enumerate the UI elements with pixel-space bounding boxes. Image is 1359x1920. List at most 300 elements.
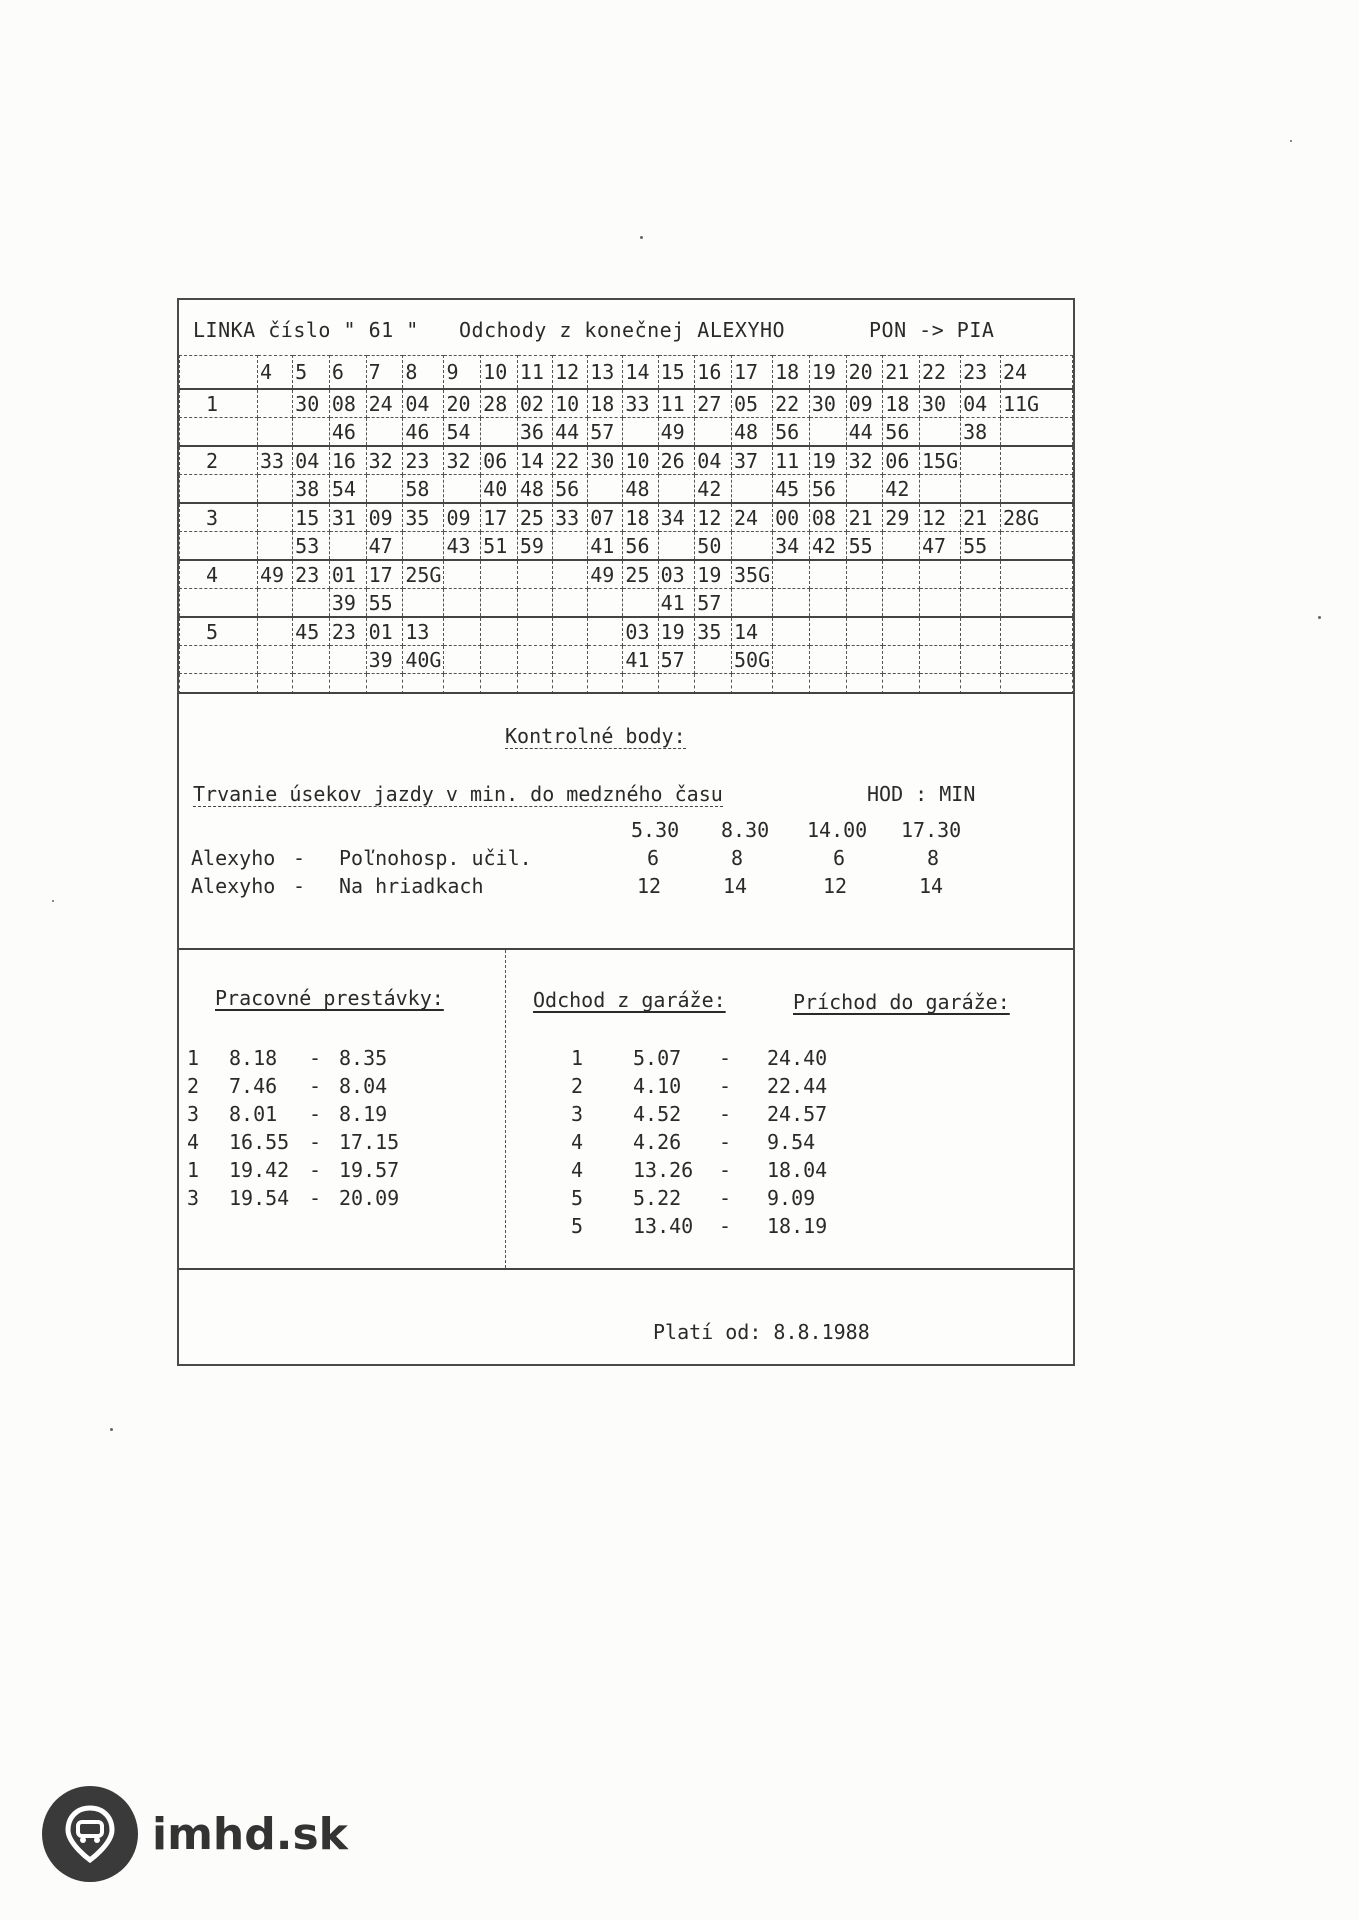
minute-cell: 33 xyxy=(553,503,588,532)
empty-cell xyxy=(658,674,695,695)
minute-cell: 25G xyxy=(403,560,444,589)
hour-cell: 21 xyxy=(883,356,920,390)
minutes-row xyxy=(180,617,1073,646)
break-to: 17.15 xyxy=(339,1130,400,1154)
minute-cell xyxy=(553,617,588,646)
minute-cell: 10 xyxy=(623,446,658,475)
minute-cell: 40G xyxy=(403,646,444,674)
minute-cell xyxy=(920,418,961,447)
minute-cell xyxy=(258,589,293,618)
route-from: Alexyho xyxy=(191,846,276,870)
minutes-row xyxy=(180,646,1073,674)
minute-cell: 42 xyxy=(809,532,846,561)
break-from: 7.46 xyxy=(229,1074,278,1098)
garage-dash: - xyxy=(719,1214,732,1238)
minute-cell: 23 xyxy=(403,446,444,475)
break-dash: - xyxy=(309,1130,322,1154)
minute-cell: 18 xyxy=(588,389,623,418)
minute-cell xyxy=(481,560,518,589)
minute-cell xyxy=(883,560,920,589)
minute-cell: 23 xyxy=(293,560,330,589)
garage-depart: 13.40 xyxy=(633,1214,694,1238)
minute-cell: 49 xyxy=(658,418,695,447)
minute-cell xyxy=(588,589,623,618)
minute-cell xyxy=(961,446,1001,475)
minute-cell xyxy=(809,646,846,674)
minute-cell: 22 xyxy=(773,389,810,418)
minute-cell xyxy=(658,532,695,561)
vehicle-number xyxy=(180,589,258,618)
minute-cell xyxy=(846,589,883,618)
vehicle-number: 2 xyxy=(180,446,258,475)
minute-cell xyxy=(329,532,366,561)
control-time: 5.30 xyxy=(631,818,680,842)
minute-cell: 50G xyxy=(732,646,773,674)
minute-cell: 04 xyxy=(695,446,732,475)
hour-cell: 7 xyxy=(366,356,403,390)
minute-cell xyxy=(1000,589,1072,618)
minute-cell: 27 xyxy=(695,389,732,418)
minute-cell: 37 xyxy=(732,446,773,475)
minute-cell: 28 xyxy=(481,389,518,418)
minute-cell: 11 xyxy=(773,446,810,475)
garage-dash: - xyxy=(719,1074,732,1098)
break-from: 16.55 xyxy=(229,1130,290,1154)
minute-cell xyxy=(732,532,773,561)
minute-cell: 48 xyxy=(732,418,773,447)
hour-cell: 19 xyxy=(809,356,846,390)
minute-cell xyxy=(773,560,810,589)
minute-cell: 06 xyxy=(883,446,920,475)
break-n: 4 xyxy=(187,1130,200,1154)
break-n: 1 xyxy=(187,1158,200,1182)
empty-cell xyxy=(732,674,773,695)
spacer-row xyxy=(180,674,1073,695)
minute-cell: 28G xyxy=(1000,503,1072,532)
minute-cell xyxy=(961,589,1001,618)
empty-cell xyxy=(883,674,920,695)
hour-cell: 23 xyxy=(961,356,1001,390)
breaks-garage-section xyxy=(179,948,1073,1270)
minute-cell xyxy=(809,560,846,589)
break-dash: - xyxy=(309,1046,322,1070)
line-number: LINKA číslo " 61 " xyxy=(193,318,419,342)
minute-cell xyxy=(695,646,732,674)
minute-cell: 04 xyxy=(293,446,330,475)
route-from: Alexyho xyxy=(191,874,276,898)
minute-cell: 03 xyxy=(623,617,658,646)
minute-cell: 12 xyxy=(920,503,961,532)
minute-cell xyxy=(732,589,773,618)
minute-cell xyxy=(658,475,695,504)
minute-cell: 48 xyxy=(623,475,658,504)
minute-cell: 56 xyxy=(883,418,920,447)
route-arrow: - xyxy=(293,846,306,870)
control-points-section xyxy=(179,692,1073,898)
minute-cell: 18 xyxy=(883,389,920,418)
minute-cell xyxy=(258,503,293,532)
minute-cell xyxy=(961,475,1001,504)
minute-cell xyxy=(517,560,552,589)
garage-depart: 4.10 xyxy=(633,1074,682,1098)
minutes-row xyxy=(180,532,1073,561)
minute-cell: 39 xyxy=(366,646,403,674)
minute-cell xyxy=(444,560,481,589)
minute-cell xyxy=(366,418,403,447)
minutes-row xyxy=(180,589,1073,618)
garage-depart: 13.26 xyxy=(633,1158,694,1182)
minute-cell: 45 xyxy=(293,617,330,646)
minute-cell xyxy=(732,475,773,504)
garage-arrive: 24.57 xyxy=(767,1102,828,1126)
route-value: 8 xyxy=(927,846,940,870)
minute-cell xyxy=(883,617,920,646)
minute-cell xyxy=(258,418,293,447)
minute-cell xyxy=(553,560,588,589)
minute-cell xyxy=(1000,646,1072,674)
vehicle-number: 3 xyxy=(180,503,258,532)
minute-cell: 08 xyxy=(809,503,846,532)
minute-cell: 30 xyxy=(809,389,846,418)
operating-days: PON -> PIA xyxy=(869,318,995,342)
hour-cell: 18 xyxy=(773,356,810,390)
minute-cell xyxy=(553,589,588,618)
route-to: Poľnohosp. učil. xyxy=(339,846,532,870)
route-value: 14 xyxy=(723,874,748,898)
garage-depart: 5.07 xyxy=(633,1046,682,1070)
garage-n: 3 xyxy=(571,1102,584,1126)
hour-cell: 6 xyxy=(329,356,366,390)
garage-n: 4 xyxy=(571,1130,584,1154)
minute-cell: 08 xyxy=(329,389,366,418)
break-to: 19.57 xyxy=(339,1158,400,1182)
garage-arrive: 18.19 xyxy=(767,1214,828,1238)
minute-cell xyxy=(588,646,623,674)
timetable-grid xyxy=(179,355,1073,694)
minute-cell xyxy=(553,532,588,561)
minute-cell: 44 xyxy=(846,418,883,447)
route-value: 6 xyxy=(647,846,660,870)
garage-n: 1 xyxy=(571,1046,584,1070)
hour-cell: 20 xyxy=(846,356,883,390)
hour-cell: 11 xyxy=(517,356,552,390)
minute-cell: 30 xyxy=(920,389,961,418)
minute-cell xyxy=(773,617,810,646)
garage-arrive: 9.09 xyxy=(767,1186,816,1210)
minute-cell xyxy=(481,617,518,646)
hour-cell: 9 xyxy=(444,356,481,390)
break-from: 19.42 xyxy=(229,1158,290,1182)
minutes-row xyxy=(180,560,1073,589)
minute-cell xyxy=(809,589,846,618)
minute-cell: 15G xyxy=(920,446,961,475)
bus-pin-icon xyxy=(42,1786,138,1882)
vehicle-number xyxy=(180,646,258,674)
minute-cell: 29 xyxy=(883,503,920,532)
minute-cell xyxy=(1000,532,1072,561)
minute-cell: 26 xyxy=(658,446,695,475)
minute-cell: 56 xyxy=(773,418,810,447)
empty-cell xyxy=(809,674,846,695)
control-time: 17.30 xyxy=(901,818,962,842)
valid-from: Platí od: 8.8.1988 xyxy=(653,1320,870,1344)
vehicle-number: 5 xyxy=(180,617,258,646)
minute-cell: 18 xyxy=(623,503,658,532)
brand-name: imhd.sk xyxy=(152,1808,348,1860)
minute-cell xyxy=(481,589,518,618)
minute-cell: 36 xyxy=(517,418,552,447)
garage-dash: - xyxy=(719,1130,732,1154)
empty-cell xyxy=(961,674,1001,695)
minute-cell: 42 xyxy=(695,475,732,504)
minute-cell: 50 xyxy=(695,532,732,561)
minute-cell: 55 xyxy=(366,589,403,618)
hour-cell: 12 xyxy=(553,356,588,390)
minute-cell xyxy=(481,418,518,447)
minute-cell xyxy=(258,646,293,674)
empty-cell xyxy=(444,674,481,695)
garage-dash: - xyxy=(719,1186,732,1210)
minute-cell: 41 xyxy=(658,589,695,618)
minute-cell xyxy=(920,560,961,589)
empty-cell xyxy=(403,674,444,695)
minute-cell: 44 xyxy=(553,418,588,447)
minute-cell: 09 xyxy=(366,503,403,532)
minute-cell xyxy=(961,617,1001,646)
vehicle-number: 1 xyxy=(180,389,258,418)
minute-cell xyxy=(444,475,481,504)
control-unit: HOD : MIN xyxy=(867,782,976,806)
minute-cell: 39 xyxy=(329,589,366,618)
minute-cell: 04 xyxy=(403,389,444,418)
break-to: 20.09 xyxy=(339,1186,400,1210)
minute-cell xyxy=(809,617,846,646)
empty-cell xyxy=(180,674,258,695)
minute-cell: 03 xyxy=(658,560,695,589)
minute-cell: 41 xyxy=(588,532,623,561)
empty-cell xyxy=(623,674,658,695)
garage-arrive: 18.04 xyxy=(767,1158,828,1182)
minute-cell xyxy=(1000,475,1072,504)
minute-cell: 58 xyxy=(403,475,444,504)
minute-cell: 40 xyxy=(481,475,518,504)
minute-cell: 09 xyxy=(846,389,883,418)
break-n: 3 xyxy=(187,1102,200,1126)
minute-cell: 49 xyxy=(258,560,293,589)
minute-cell: 35G xyxy=(732,560,773,589)
breaks-title: Pracovné prestávky: xyxy=(215,986,444,1010)
hour-cell: 5 xyxy=(293,356,330,390)
minute-cell xyxy=(1000,617,1072,646)
minute-cell xyxy=(258,532,293,561)
minute-cell: 34 xyxy=(773,532,810,561)
minute-cell: 48 xyxy=(517,475,552,504)
minute-cell xyxy=(920,475,961,504)
minute-cell: 35 xyxy=(695,617,732,646)
minute-cell: 30 xyxy=(588,446,623,475)
minute-cell: 05 xyxy=(732,389,773,418)
minute-cell: 20 xyxy=(444,389,481,418)
break-to: 8.19 xyxy=(339,1102,388,1126)
minute-cell: 47 xyxy=(920,532,961,561)
minute-cell xyxy=(481,646,518,674)
minute-cell: 54 xyxy=(444,418,481,447)
minute-cell: 21 xyxy=(846,503,883,532)
route-value: 8 xyxy=(731,846,744,870)
minute-cell: 09 xyxy=(444,503,481,532)
control-heading: Trvanie úsekov jazdy v min. do medzného času xyxy=(193,782,723,806)
empty-cell xyxy=(481,674,518,695)
minute-cell xyxy=(846,560,883,589)
minute-cell xyxy=(258,475,293,504)
minute-cell: 24 xyxy=(732,503,773,532)
minute-cell: 25 xyxy=(623,560,658,589)
minute-cell: 14 xyxy=(732,617,773,646)
minute-cell: 46 xyxy=(329,418,366,447)
minute-cell: 33 xyxy=(623,389,658,418)
minute-cell: 56 xyxy=(809,475,846,504)
minute-cell xyxy=(920,617,961,646)
minute-cell xyxy=(623,589,658,618)
break-from: 19.54 xyxy=(229,1186,290,1210)
minutes-row xyxy=(180,389,1073,418)
minute-cell: 24 xyxy=(366,389,403,418)
minute-cell: 55 xyxy=(846,532,883,561)
minute-cell xyxy=(883,646,920,674)
empty-cell xyxy=(773,674,810,695)
minute-cell: 17 xyxy=(366,560,403,589)
minute-cell: 11G xyxy=(1000,389,1072,418)
hour-cell: 24 xyxy=(1000,356,1072,390)
empty-cell xyxy=(588,674,623,695)
minute-cell: 21 xyxy=(961,503,1001,532)
minute-cell: 00 xyxy=(773,503,810,532)
minute-cell: 22 xyxy=(553,446,588,475)
minute-cell xyxy=(293,418,330,447)
minute-cell: 31 xyxy=(329,503,366,532)
minute-cell: 57 xyxy=(658,646,695,674)
hour-header-row xyxy=(180,356,1073,390)
hour-cell: 14 xyxy=(623,356,658,390)
minute-cell xyxy=(920,589,961,618)
break-n: 3 xyxy=(187,1186,200,1210)
minute-cell xyxy=(1000,560,1072,589)
minute-cell: 32 xyxy=(444,446,481,475)
vehicle-number xyxy=(180,418,258,447)
minute-cell: 46 xyxy=(403,418,444,447)
minute-cell: 49 xyxy=(588,560,623,589)
minute-cell: 10 xyxy=(553,389,588,418)
minute-cell xyxy=(961,646,1001,674)
minute-cell: 04 xyxy=(961,389,1001,418)
break-n: 1 xyxy=(187,1046,200,1070)
minute-cell xyxy=(588,475,623,504)
minute-cell: 41 xyxy=(623,646,658,674)
route-value: 6 xyxy=(833,846,846,870)
minute-cell xyxy=(444,617,481,646)
empty-cell xyxy=(293,674,330,695)
break-dash: - xyxy=(309,1102,322,1126)
minute-cell: 32 xyxy=(846,446,883,475)
garage-n: 4 xyxy=(571,1158,584,1182)
garage-depart: 5.22 xyxy=(633,1186,682,1210)
minute-cell: 07 xyxy=(588,503,623,532)
route-value: 12 xyxy=(637,874,662,898)
minutes-row xyxy=(180,418,1073,447)
minute-cell: 25 xyxy=(517,503,552,532)
empty-cell xyxy=(366,674,403,695)
minute-cell xyxy=(293,589,330,618)
route-to: Na hriadkach xyxy=(339,874,484,898)
minute-cell xyxy=(773,646,810,674)
minute-cell xyxy=(846,475,883,504)
minute-cell: 14 xyxy=(517,446,552,475)
minute-cell: 17 xyxy=(481,503,518,532)
vehicle-number xyxy=(180,532,258,561)
garage-arrive: 22.44 xyxy=(767,1074,828,1098)
minute-cell: 32 xyxy=(366,446,403,475)
minute-cell xyxy=(695,418,732,447)
minute-cell xyxy=(366,475,403,504)
imhd-logo xyxy=(42,1786,348,1882)
garage-arrive: 24.40 xyxy=(767,1046,828,1070)
column-divider xyxy=(505,950,506,1268)
minute-cell: 33 xyxy=(258,446,293,475)
minute-cell xyxy=(403,589,444,618)
minute-cell xyxy=(258,617,293,646)
minutes-row xyxy=(180,446,1073,475)
garage-depart: 4.26 xyxy=(633,1130,682,1154)
break-to: 8.35 xyxy=(339,1046,388,1070)
break-from: 8.01 xyxy=(229,1102,278,1126)
minute-cell xyxy=(846,617,883,646)
route-arrow: - xyxy=(293,874,306,898)
garage-depart-title: Odchod z garáže: xyxy=(533,988,726,1012)
route-value: 12 xyxy=(823,874,848,898)
minute-cell: 55 xyxy=(961,532,1001,561)
empty-cell xyxy=(258,674,293,695)
minute-cell: 54 xyxy=(329,475,366,504)
minute-cell xyxy=(329,646,366,674)
minute-cell xyxy=(553,646,588,674)
route-value: 14 xyxy=(919,874,944,898)
garage-depart: 4.52 xyxy=(633,1102,682,1126)
control-time: 14.00 xyxy=(807,818,868,842)
minute-cell: 06 xyxy=(481,446,518,475)
minute-cell xyxy=(1000,446,1072,475)
garage-n: 2 xyxy=(571,1074,584,1098)
corner-cell xyxy=(180,356,258,390)
minute-cell: 43 xyxy=(444,532,481,561)
garage-n: 5 xyxy=(571,1186,584,1210)
break-dash: - xyxy=(309,1074,322,1098)
minute-cell xyxy=(517,646,552,674)
minute-cell: 38 xyxy=(961,418,1001,447)
empty-cell xyxy=(329,674,366,695)
minute-cell xyxy=(623,418,658,447)
garage-dash: - xyxy=(719,1102,732,1126)
minute-cell: 15 xyxy=(293,503,330,532)
break-dash: - xyxy=(309,1186,322,1210)
minute-cell xyxy=(293,646,330,674)
garage-dash: - xyxy=(719,1046,732,1070)
hour-cell: 17 xyxy=(732,356,773,390)
minute-cell: 51 xyxy=(481,532,518,561)
minute-cell xyxy=(883,532,920,561)
garage-arrive: 9.54 xyxy=(767,1130,816,1154)
hour-cell: 15 xyxy=(658,356,695,390)
departure-point: Odchody z konečnej ALEXYHO xyxy=(459,318,786,342)
